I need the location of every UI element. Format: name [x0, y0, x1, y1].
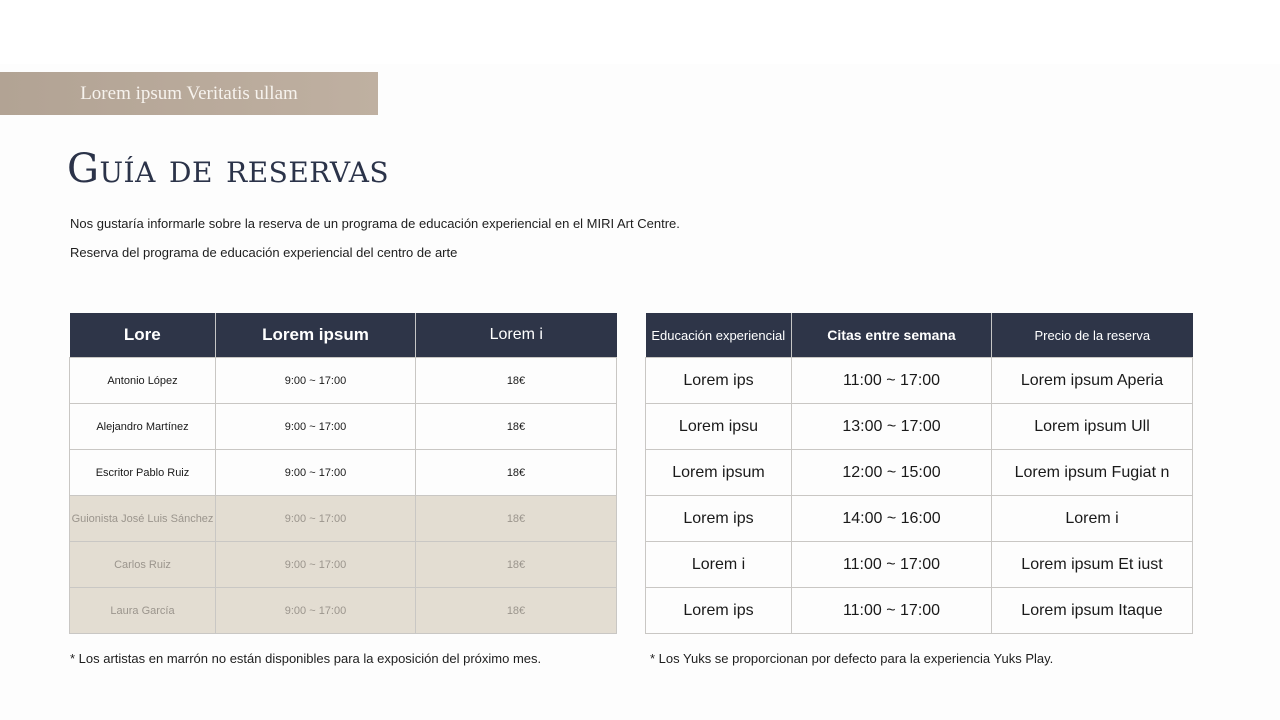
table-cell: Lorem i	[992, 496, 1193, 542]
table-cell: Escritor Pablo Ruiz	[70, 450, 216, 496]
table-row-unavailable	[70, 542, 617, 588]
program-table	[645, 313, 1193, 634]
artists-table	[69, 313, 617, 634]
table-cell: 18€	[416, 358, 617, 404]
table-cell: Lorem ipsum	[646, 450, 792, 496]
table-row	[646, 496, 1193, 542]
table-cell: Lorem i	[646, 542, 792, 588]
artists-footnote: * Los artistas en marrón no están disponibles para la exposición del próximo mes.	[70, 651, 542, 666]
page-title: Guía de reservas	[67, 146, 390, 192]
table-cell: Lorem ipsum Itaque	[992, 588, 1193, 634]
table-row-unavailable	[70, 588, 617, 634]
table-cell: Lorem ips	[646, 496, 792, 542]
table-cell: 18€	[416, 588, 617, 634]
table-cell: 9:00 ~ 17:00	[216, 358, 416, 404]
table-row	[70, 404, 617, 450]
table-row	[70, 358, 617, 404]
table-header-row	[70, 313, 617, 358]
table-cell: Antonio López	[70, 358, 216, 404]
table-cell: 11:00 ~ 17:00	[792, 542, 992, 588]
table-cell: Lorem ipsu	[646, 404, 792, 450]
program-footnote: * Los Yuks se proporcionan por defecto para la experiencia Yuks Play.	[650, 651, 1054, 666]
table-row	[70, 450, 617, 496]
column-header: Lorem i	[416, 313, 617, 358]
table-cell: 12:00 ~ 15:00	[792, 450, 992, 496]
table-cell: Lorem ipsum Ull	[992, 404, 1193, 450]
table-cell: 13:00 ~ 17:00	[792, 404, 992, 450]
table-cell: 14:00 ~ 16:00	[792, 496, 992, 542]
table-cell: Lorem ipsum Fugiat n	[992, 450, 1193, 496]
table-cell: 9:00 ~ 17:00	[216, 404, 416, 450]
table-cell: Lorem ipsum Aperia	[992, 358, 1193, 404]
table-header-row	[646, 313, 1193, 358]
table-cell: Lorem ipsum Et iust	[992, 542, 1193, 588]
table-cell: Lorem ips	[646, 588, 792, 634]
table-row-unavailable	[70, 496, 617, 542]
table-cell: 9:00 ~ 17:00	[216, 496, 416, 542]
column-header: Lore	[70, 313, 216, 358]
table-row	[646, 450, 1193, 496]
column-header: Lorem ipsum	[216, 313, 416, 358]
table-cell: 18€	[416, 496, 617, 542]
table-cell: 9:00 ~ 17:00	[216, 450, 416, 496]
table-cell: 9:00 ~ 17:00	[216, 588, 416, 634]
table-cell: Lorem ips	[646, 358, 792, 404]
table-row	[646, 404, 1193, 450]
description-line-1: Nos gustaría informarle sobre la reserva de un programa de educación experiencial en el MIRI Art Centre.	[70, 216, 680, 231]
table-cell: 18€	[416, 404, 617, 450]
table-row	[646, 542, 1193, 588]
column-header: Precio de la reserva	[992, 313, 1193, 358]
table-cell: Guionista José Luis Sánchez	[70, 496, 216, 542]
table-cell: 18€	[416, 450, 617, 496]
table-cell: Laura García	[70, 588, 216, 634]
table-cell: 11:00 ~ 17:00	[792, 588, 992, 634]
table-row	[646, 358, 1193, 404]
table-cell: 18€	[416, 542, 617, 588]
section-banner: Lorem ipsum Veritatis ullam	[0, 72, 378, 115]
table-cell: 11:00 ~ 17:00	[792, 358, 992, 404]
table-row	[646, 588, 1193, 634]
description-line-2: Reserva del programa de educación experiencial del centro de arte	[70, 245, 458, 260]
table-cell: Carlos Ruiz	[70, 542, 216, 588]
column-header: Citas entre semana	[792, 313, 992, 358]
table-cell: 9:00 ~ 17:00	[216, 542, 416, 588]
table-cell: Alejandro Martínez	[70, 404, 216, 450]
column-header: Educación experiencial	[646, 313, 792, 358]
